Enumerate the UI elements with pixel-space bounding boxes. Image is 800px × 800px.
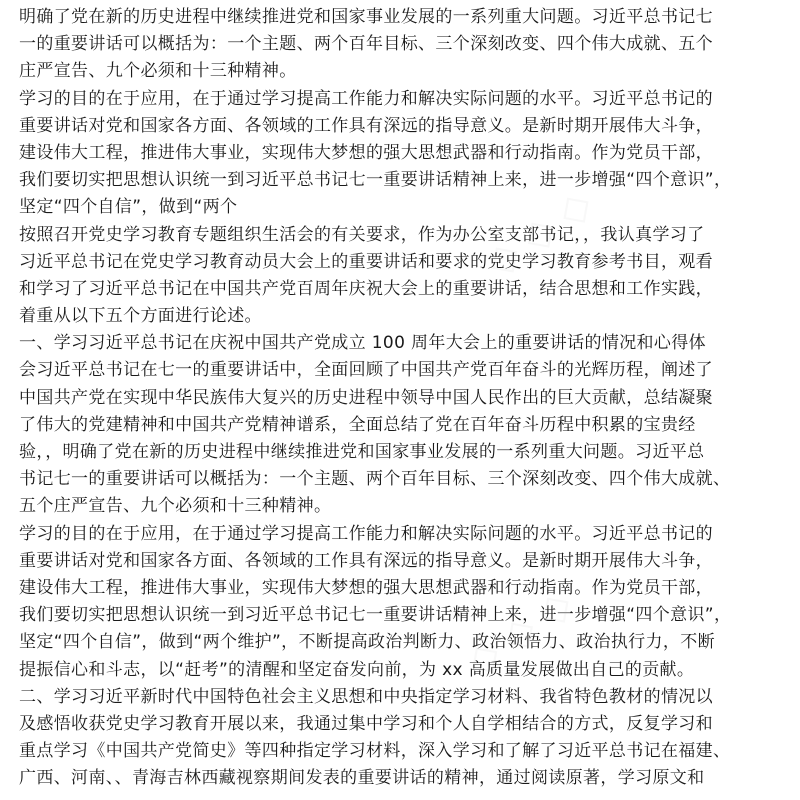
watermark: ◇ ◇ ◇ <box>477 180 601 286</box>
text-line: 和学习了习近平总书记在中国共产党百周年庆祝大会上的重要讲话，结合思想和工作实践， <box>19 278 713 299</box>
text-line: 及感悟收获党史学习教育开展以来，我通过集中学习和个人自学相结合的方式，反复学习和 <box>19 713 713 734</box>
text-line: 提振信心和斗志，以“赶考”的清醒和坚定奋发向前，为 xx 高质量发展做出自己的贡献。 <box>19 659 695 680</box>
text-line: 建设伟大工程，推进伟大事业，实现伟大梦想的强大思想武器和行动指南。作为党员干部， <box>19 142 713 163</box>
text-line: 庄严宣告、九个必须和十三种精神。 <box>19 61 297 82</box>
text-line: 一的重要讲话可以概括为：一个主题、两个百年目标、三个深刻改变、四个伟大成就、五个 <box>19 34 713 55</box>
text-line: 明确了党在新的历史进程中继续推进党和国家事业发展的一系列重大问题。习近平总书记七 <box>19 7 713 27</box>
text-line: 会习近平总书记在七一的重要讲话中，全面回顾了中国共产党百年奋斗的光辉历程，阐述了 <box>19 360 713 381</box>
text-line: 验，，明确了党在新的历史进程中继续推进党和国家事业发展的一系列重大问题。习近平总 <box>19 442 705 462</box>
text-line: 着重从以下五个方面进行论述。 <box>19 306 262 327</box>
text-line: 我们要切实把思想认识统一到习近平总书记七一重要讲话精神上来，进一步增强“四个意识”， <box>19 605 732 626</box>
text-line: 五个庄严宣告、九个必须和十三种精神。 <box>19 496 332 517</box>
text-line: 书记七一的重要讲话可以概括为：一个主题、两个百年目标、三个深刻改变、四个伟大成就、 <box>19 469 731 490</box>
text-line: 建设伟大工程，推进伟大事业，实现伟大梦想的强大思想武器和行动指南。作为党员干部， <box>19 577 713 598</box>
watermark: ◇ ◇ ◇ <box>457 580 581 686</box>
text-line: 广西、河南、、青海吉林西藏视察期间发表的重要讲话的精神，通过阅读原著，学习原文和 <box>19 768 705 789</box>
text-line: 学习的目的在于应用，在于通过学习提高工作能力和解决实际问题的水平。习近平总书记的 <box>19 88 713 109</box>
text-line: 坚定“四个自信”，做到“两个维护”，不断提高政治判断力、政治领悟力、政治执行力，不断 <box>19 632 715 653</box>
text-line: 一、学习习近平总书记在庆祝中国共产党成立 100 周年大会上的重要讲话的情况和心得体 <box>19 333 706 354</box>
text-line: 习近平总书记在党史学习教育动员大会上的重要讲话和要求的党史学习教育参考书目，观看 <box>19 251 713 272</box>
text-line: 重点学习《中国共产党简史》等四种指定学习材料，深入学习和了解了习近平总书记在福建、 <box>19 741 731 762</box>
text-line: 坚定“四个自信”，做到“两个 <box>19 197 238 218</box>
text-line: 重要讲话对党和国家各方面、各领域的工作具有深远的指导意义。是新时期开展伟大斗争， <box>19 115 713 136</box>
text-line: 学习的目的在于应用，在于通过学习提高工作能力和解决实际问题的水平。习近平总书记的 <box>19 523 713 544</box>
text-line: 重要讲话对党和国家各方面、各领域的工作具有深远的指导意义。是新时期开展伟大斗争， <box>19 550 713 571</box>
text-line: 按照召开党史学习教育专题组织生活会的有关要求，作为办公室支部书记，，我认真学习了 <box>19 224 705 245</box>
text-line: 中国共产党在实现中华民族伟大复兴的历史进程中领导中国人民作出的巨大贡献，总结凝聚 <box>19 387 713 408</box>
text-line: 我们要切实把思想认识统一到习近平总书记七一重要讲话精神上来，进一步增强“四个意识”， <box>19 170 732 191</box>
text-line: 了伟大的党建精神和中国共产党精神谱系，全面总结了党在百年奋斗历程中积累的宝贵经 <box>19 414 696 435</box>
text-line: 二、学习习近平新时代中国特色社会主义思想和中央指定学习材料、我省特色教材的情况以 <box>19 686 713 707</box>
